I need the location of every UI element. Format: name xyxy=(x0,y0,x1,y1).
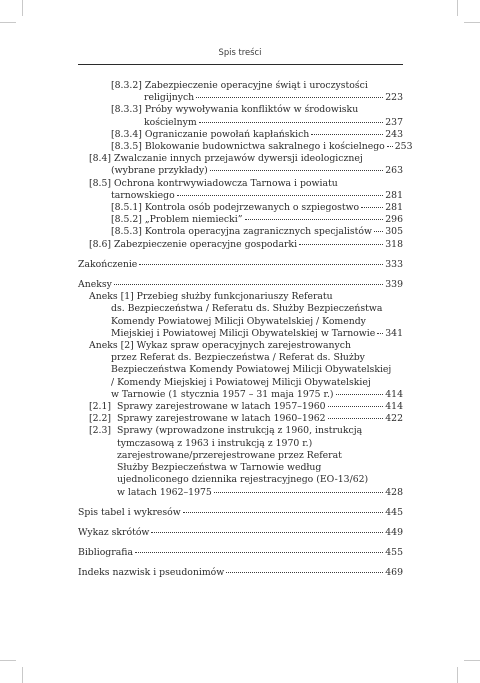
toc-entry-number: [2.3] xyxy=(89,425,112,437)
toc-entry-title: [8.4] Zwalczanie innych przejawów dywersji ideologicznej xyxy=(89,153,363,165)
toc-entry-title: [8.5.3] Kontrola operacyjna zagranicznych specjalistów xyxy=(111,226,372,238)
leader-dots xyxy=(328,406,384,407)
toc-entry-title: Aneksy xyxy=(78,279,112,291)
toc-entry-title-cont: w Tarnowie (1 stycznia 1957 – 31 maja 1975 r.) xyxy=(111,388,334,400)
header-rule xyxy=(78,64,403,65)
toc-entry xyxy=(78,567,403,579)
table-of-contents xyxy=(78,80,413,580)
toc-entry-title: Wykaz skrótów xyxy=(78,526,150,538)
toc-entry-page: 414 xyxy=(385,401,403,413)
leader-dots xyxy=(299,244,383,245)
toc-entry xyxy=(78,129,403,141)
toc-entry-title-cont: ds. Bezpieczeństwa / Referatu ds. Służby Bezpieczeństwa xyxy=(111,303,383,315)
toc-entry xyxy=(78,413,403,425)
leader-dots xyxy=(114,284,383,285)
toc-entry-page: 422 xyxy=(385,413,403,425)
toc-entry-title: Zakończenie xyxy=(78,258,138,270)
toc-entry-page: 333 xyxy=(385,258,403,270)
crop-mark xyxy=(0,660,16,661)
toc-entry-page: 253 xyxy=(394,141,413,153)
toc-entry-title: Spis tabel i wykresów xyxy=(78,506,181,518)
toc-entry-page: 449 xyxy=(385,526,403,538)
toc-entry xyxy=(78,202,403,214)
toc-entry-title-cont: w latach 1962–1975 xyxy=(117,486,212,498)
toc-entry-title-cont: (wybrane przykłady) xyxy=(111,165,208,177)
toc-entry-title: [8.3.5] Blokowanie budownictwa sakralnego i kościelnego xyxy=(111,141,385,153)
toc-entry-title: [8.6] Zabezpieczenie operacyjne gospodarki xyxy=(89,238,298,250)
toc-entry xyxy=(78,340,403,401)
toc-entry-title-cont: religijnych xyxy=(144,92,195,104)
toc-entry xyxy=(78,80,403,104)
leader-dots xyxy=(377,333,383,334)
toc-entry xyxy=(78,279,403,291)
toc-entry-title: Sprawy zarejestrowane w latach 1960–1962 xyxy=(117,413,326,425)
toc-entry xyxy=(78,178,403,202)
toc-entry-page: 339 xyxy=(385,279,403,291)
toc-entry-title: [8.3.3] Próby wywoływania konfliktów w środowisku xyxy=(111,104,359,116)
toc-entry-title: [8.5.2] „Problem niemiecki” xyxy=(111,214,243,226)
leader-dots xyxy=(361,207,383,208)
toc-entry xyxy=(78,226,403,238)
toc-entry-page: 263 xyxy=(385,165,403,177)
toc-entry xyxy=(78,401,403,413)
toc-entry-title-cont: Komendy Powiatowej Milicji Obywatelskiej / Komendy xyxy=(111,315,366,327)
crop-mark xyxy=(0,22,16,23)
running-header: Spis treści xyxy=(218,47,262,57)
toc-entry-page: 341 xyxy=(385,327,403,339)
toc-entry-page: 281 xyxy=(385,189,403,201)
leader-dots xyxy=(199,122,384,123)
toc-entry-number: [2.1] xyxy=(89,401,112,413)
toc-entry xyxy=(78,547,403,559)
toc-entry-title: Bibliografia xyxy=(78,547,133,559)
toc-entry xyxy=(78,259,403,271)
crop-mark xyxy=(22,0,23,16)
crop-mark xyxy=(464,660,480,661)
toc-entry-title-cont: / Komendy Miejskiej i Powiatowej Milicji Obywatelskiej xyxy=(111,376,371,388)
toc-entry-page: 445 xyxy=(385,506,403,518)
toc-entry-title: [8.5.1] Kontrola osób podejrzewanych o szpiegostwo xyxy=(111,202,360,214)
crop-mark xyxy=(22,667,23,683)
toc-entry xyxy=(78,425,403,498)
leader-dots xyxy=(177,195,384,196)
leader-dots xyxy=(135,552,383,553)
toc-entry-title: Sprawy zarejestrowane w latach 1957–1960 xyxy=(117,401,326,413)
leader-dots xyxy=(374,231,383,232)
leader-dots xyxy=(210,170,383,171)
toc-entry-title: [8.5] Ochrona kontrwywiadowcza Tarnowa i powiatu xyxy=(89,177,338,189)
toc-entry xyxy=(78,291,403,340)
leader-dots xyxy=(226,572,383,573)
toc-entry-title-cont: przez Referat ds. Bezpieczeństwa / Referat ds. Służby xyxy=(111,352,365,364)
toc-entry-number: [2.2] xyxy=(89,413,112,425)
toc-entry-page: 281 xyxy=(385,202,403,214)
crop-mark xyxy=(457,0,458,16)
toc-entry-page: 318 xyxy=(385,238,403,250)
toc-entry xyxy=(78,239,403,251)
leader-dots xyxy=(328,418,384,419)
toc-entry-title: [8.3.2] Zabezpieczenie operacyjne świąt i uroczystości xyxy=(111,80,368,91)
toc-entry-page: 223 xyxy=(385,92,403,104)
toc-entry-page: 414 xyxy=(385,388,403,400)
leader-dots xyxy=(336,394,384,395)
toc-entry xyxy=(78,153,403,177)
toc-entry-title-cont: Miejskiej i Powiatowej Milicji Obywatelskiej w Tarnowie xyxy=(111,327,376,339)
leader-dots xyxy=(311,134,383,135)
toc-entry-title: Indeks nazwisk i pseudonimów xyxy=(78,567,225,579)
toc-entry-title-cont: kościelnym xyxy=(144,116,197,128)
toc-entry-title: Aneks [1] Przebieg służby funkcjonariuszy Referatu xyxy=(89,291,333,303)
toc-entry xyxy=(78,141,413,153)
toc-entry-page: 237 xyxy=(385,116,403,128)
toc-entry-page: 243 xyxy=(385,128,403,140)
toc-entry-page: 428 xyxy=(385,486,403,498)
crop-mark xyxy=(457,667,458,683)
toc-entry xyxy=(78,104,403,128)
leader-dots xyxy=(387,146,393,147)
toc-entry-page: 455 xyxy=(385,547,403,559)
leader-dots xyxy=(151,532,383,533)
toc-entry-title-cont: Bezpieczeństwa Komendy Powiatowej Milicji Obywatelskiej xyxy=(111,364,392,376)
leader-dots xyxy=(196,97,383,98)
leader-dots xyxy=(183,512,384,513)
toc-entry-title-cont: Służby Bezpieczeństwa w Tarnowie według xyxy=(117,462,322,474)
crop-mark xyxy=(464,22,480,23)
toc-entry-title-cont: tarnowskiego xyxy=(111,189,175,201)
leader-dots xyxy=(245,219,384,220)
leader-dots xyxy=(139,264,383,265)
toc-entry-title-cont: zarejestrowane/przerejestrowane przez Referat xyxy=(117,449,342,461)
toc-entry-page: 469 xyxy=(385,567,403,579)
toc-entry-title: [8.3.4] Ograniczanie powołań kapłańskich xyxy=(111,128,310,140)
toc-entry-title: Aneks [2] Wykaz spraw operacyjnych zarejestrowanych xyxy=(89,340,351,352)
toc-entry-page: 296 xyxy=(385,214,403,226)
toc-entry-title-cont: tymczasową z 1963 i instrukcją z 1970 r.) xyxy=(117,437,313,449)
toc-entry xyxy=(78,527,403,539)
leader-dots xyxy=(214,492,383,493)
toc-entry-title-cont: ujednoliconego dziennika rejestracyjnego (EO-13/62) xyxy=(117,474,369,486)
toc-entry xyxy=(78,507,403,519)
toc-entry-title: Sprawy (wprowadzone instrukcją z 1960, instrukcją xyxy=(117,425,363,437)
toc-entry xyxy=(78,214,403,226)
toc-entry-page: 305 xyxy=(385,226,403,238)
